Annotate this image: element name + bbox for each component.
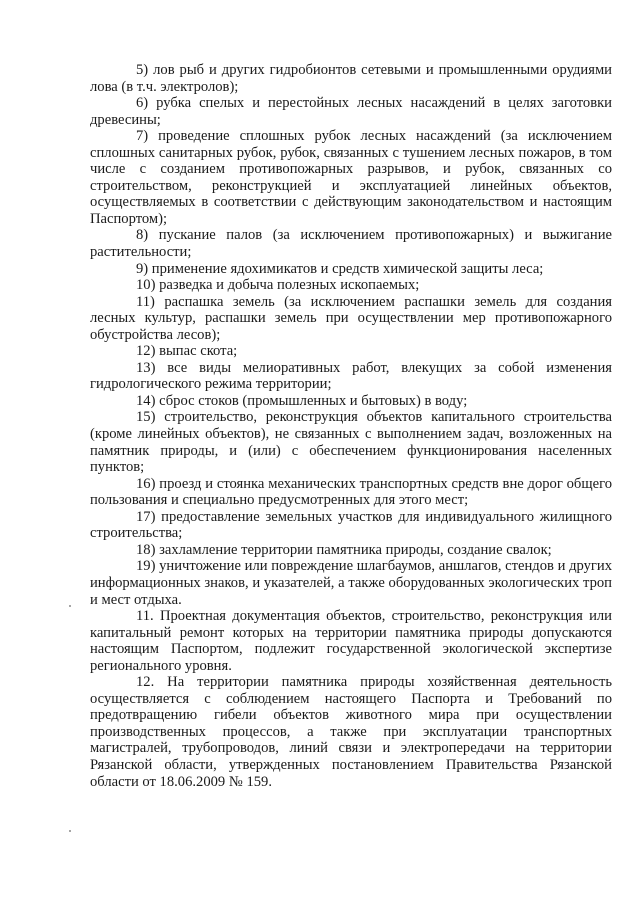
list-item-9: 9) применение ядохимикатов и средств химической защиты леса; bbox=[136, 260, 544, 277]
list-item-5: 5) лов рыб и других гидробионтов сетевыми и промышленными орудиями лова (в т.ч. электролов); bbox=[90, 62, 612, 95]
scan-speck bbox=[69, 605, 71, 607]
list-item-19: 19) уничтожение или повреждение шлагбаумов, аншлагов, стендов и других информационных знаков, и указателей, а также оборудованных экологических троп и мест отдыха. bbox=[90, 558, 612, 608]
list-item-16: 16) проезд и стоянка механических транспортных средств вне дорог общего пользования и специально предусмотренных для этого мест; bbox=[90, 475, 612, 509]
document-body bbox=[90, 62, 612, 790]
section-12-paragraph: 12. На территории памятника природы хозяйственная деятельность осуществляется с соблюдением настоящего Паспорта и Требований по предотвращению гибели объектов животного мира при осуществлении производственных процессов, а также при эксплуатации транспортных магистралей, трубопроводов, линий связи и электропередачи на территории Рязанской области, утвержденных постановлением Правительства Рязанской области от 18.06.2009 № 159. bbox=[90, 674, 612, 790]
list-item-13: 13) все виды мелиоративных работ, влекущих за собой изменения гидрологического режима территории; bbox=[90, 359, 612, 393]
list-item-14: 14) сброс стоков (промышленных и бытовых) в воду; bbox=[136, 392, 468, 409]
list-item-17: 17) предоставление земельных участков для индивидуального жилищного строительства; bbox=[90, 508, 612, 542]
list-item-12: 12) выпас скота; bbox=[136, 343, 238, 360]
section-11-paragraph: 11. Проектная документация объектов, строительство, реконструкция или капитальный ремонт которых на территории памятника природы допускаются настоящим Паспортом, подлежит государственной экологической экспертизе регионального уровня. bbox=[90, 608, 612, 674]
list-item-10: 10) разведка и добыча полезных ископаемых; bbox=[136, 277, 420, 294]
list-item-15: 15) строительство, реконструкция объектов капитального строительства (кроме линейных объектов), не связанных с выполнением задач, возложенных на памятник природы, и (или) с обеспечением функционирования населенных пунктов; bbox=[90, 409, 612, 476]
list-item-18: 18) захламление территории памятника природы, создание свалок; bbox=[136, 541, 552, 558]
list-item-8: 8) пускание палов (за исключением противопожарных) и выжигание растительности; bbox=[90, 227, 612, 261]
list-item-7: 7) проведение сплошных рубок лесных насаждений (за исключением сплошных санитарных рубок, рубок, связанных с тушением лесных пожаров, в том числе с созданием противопожарных разрывов, и рубок, связанных со строительством, реконструкцией и эксплуатацией линейных объектов, осуществляемых в соответствии с действующим законодательством и настоящим Паспортом); bbox=[90, 128, 612, 227]
list-item-11: 11) распашка земель (за исключением распашки земель для создания лесных культур, распашки земель при осуществлении мер противопожарного обустройства лесов); bbox=[90, 293, 612, 343]
scan-speck bbox=[69, 830, 71, 832]
list-item-6: 6) рубка спелых и перестойных лесных насаждений в целях заготовки древесины; bbox=[90, 95, 612, 128]
